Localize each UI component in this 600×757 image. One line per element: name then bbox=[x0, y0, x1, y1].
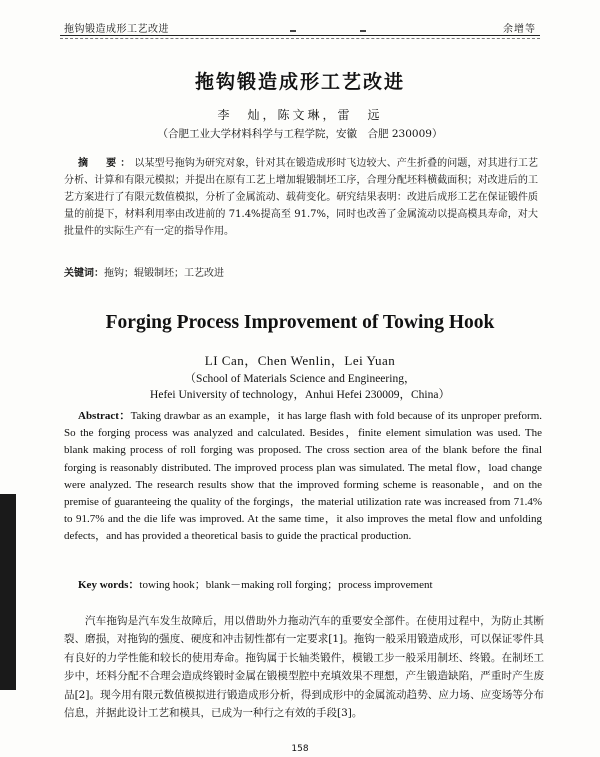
scan-speck bbox=[360, 30, 366, 32]
english-keywords-text: towing hook；blank－making roll forging；process improvement bbox=[139, 579, 433, 591]
english-affiliation-line2: Hefei University of technology，Anhui Hefei 230009，China） bbox=[150, 389, 450, 401]
running-header-title: 拖钩锻造成形工艺改进 bbox=[64, 24, 169, 35]
chinese-keywords-label: 关键词： bbox=[64, 268, 104, 279]
page-number: 158 bbox=[291, 744, 309, 754]
chinese-authors: 李 灿，陈文琳，雷 远 bbox=[217, 108, 383, 122]
header-rule bbox=[60, 35, 540, 36]
chinese-abstract-label: 摘 要： bbox=[78, 158, 135, 169]
english-keywords bbox=[78, 576, 542, 592]
english-authors: LI Can，Chen Wenlin，Lei Yuan bbox=[204, 353, 396, 368]
header-rule-dashed bbox=[60, 38, 540, 39]
chinese-abstract bbox=[64, 155, 538, 240]
chinese-keywords bbox=[64, 264, 538, 279]
chinese-affiliation: （合肥工业大学材料科学与工程学院，安徽 合肥 230009） bbox=[157, 128, 443, 140]
english-affiliation-line1: （School of Materials Science and Engineering， bbox=[184, 373, 416, 385]
english-keywords-label: Key words： bbox=[78, 579, 140, 591]
body-paragraph: 汽车拖钩是汽车发生故障后，用以借助外力拖动汽车的重要安全部件。在使用过程中，为防止其断裂、磨损，对拖钩的强度、硬度和冲击韧性都有一定要求[1]。拖钩一般采用锻造成形，可以保证零件具有良好的力学性能和较长的使用寿命。拖钩属于长轴类锻件，模锻工步一般采用制坯、终锻。在制坯工步中，坯料分配不合理会造成终锻时金属在锻模型腔中充填效果不理想，产生锻造缺陷，严重时产生废品[2]。现今用有限元数值模拟进行锻造成形分析，得到成形中的金属流动趋势、应力场、应变场等分布信息，并据此设计工艺和模具，已成为一种行之有效的手段[3]。 bbox=[64, 615, 544, 720]
scan-speck bbox=[290, 30, 296, 32]
chinese-keywords-text: 拖钩；辊锻制坯；工艺改进 bbox=[104, 268, 224, 279]
running-header-authors: 余增等 bbox=[503, 24, 536, 35]
english-title: Forging Process Improvement of Towing Hook bbox=[105, 312, 495, 333]
scan-binding-shadow bbox=[0, 494, 16, 690]
english-abstract bbox=[64, 408, 542, 546]
chinese-title: 拖钩锻造成形工艺改进 bbox=[194, 71, 405, 93]
english-abstract-text: Taking drawbar as an example，it has large flash with fold because of its unproper preform. So the forging process was analyzed and calculated. Besides，finite element simulation was used. The blank making process of roll forging was proposed. The cross section area of the blank before the final forging is reasonably distributed. The improved process plan was simulated. The metal flow，load change were analyzed. The research results show that the improved forming scheme is reasonable，and on the premise of guaranteeing the quality of the forgings，the material utilization rate was increased from 71.4% to 91.7% and the die life was improved. At the same time，it also improves the metal flow and unfolding defects，and has provided a theoretical basis to guide the practical production. bbox=[64, 410, 543, 543]
chinese-abstract-text: 以某型号拖钩为研究对象，针对其在锻造成形时飞边较大、产生折叠的问题，对其进行工艺分析、计算和有限元模拟；并提出在原有工艺上增加辊锻制坯工序，合理分配坯料横截面积；对改进后的工艺方案进行了有限元数值模拟，分析了金属流动、载荷变化。研究结果表明：改进后成形工艺在保证锻件质量的前提下，材料利用率由改进前的 71.4%提高至 91.7%，同时也改善了金属流动以提高模具寿命，对大批量件的实际生产有一定的指导作用。 bbox=[64, 158, 539, 237]
english-abstract-label: Abstract： bbox=[78, 410, 131, 422]
